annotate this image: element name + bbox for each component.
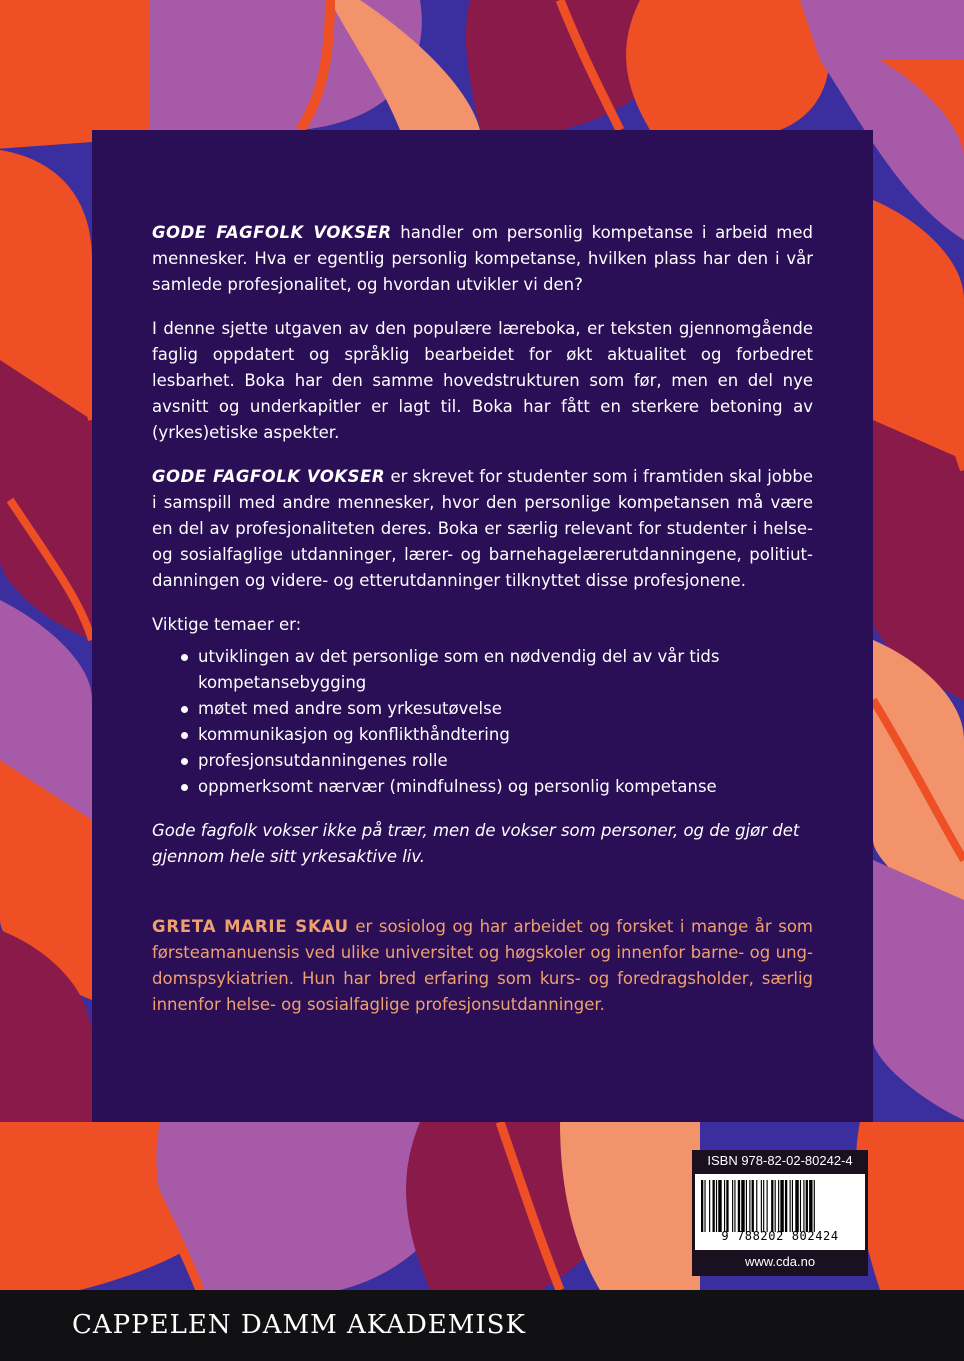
bullet-icon: [181, 706, 188, 713]
topic-text: kommunikasjon og konflikthåndtering: [198, 725, 510, 744]
intro-paragraph: [152, 220, 813, 298]
bullet-icon: [181, 732, 188, 739]
back-cover-text: [152, 220, 813, 1036]
topics-heading: Viktige temaer er:: [152, 615, 302, 634]
topics-list: [152, 644, 813, 800]
list-item: [152, 644, 813, 696]
barcode: [695, 1174, 865, 1250]
audience-paragraph: [152, 464, 813, 594]
author-bio: [152, 914, 813, 1018]
topic-text: oppmerksomt nærvær (mindfulness) og personlig kompetanse: [198, 777, 717, 796]
bullet-icon: [181, 758, 188, 765]
author-bio-text: er sosiolog og har arbeidet og forsket i mange år som førsteamanuensis ved ulike universitet og høgskoler og innenfor barne- og ungdomspsykiatrien. Hun har bred erfaring som kurs- og foredragsholder, særlig innenfor helse- og sosialfaglige profesjonsutdanninger.: [152, 917, 814, 1014]
audience-text: er skrevet for studenter som i framtiden skal jobbe i samspill med andre mennesker, hvor den personlige kompetansen må være en del av profesjonaliteten deres. Boka er særlig relevant for studenter i helse- og sosialfaglige utdanninger, lærer- og barnehagelærerutdanningene, politiutdanningen og videre- og etterutdanninger tilknyttet disse profesjonene.: [152, 467, 813, 590]
publisher-footer: [0, 1290, 964, 1361]
title-lead: GODE FAGFOLK VOKSER: [152, 223, 392, 242]
barcode-digits: 9 788202 802424: [721, 1229, 839, 1243]
text-panel: [92, 130, 873, 1122]
list-item: [152, 748, 813, 774]
bullet-icon: [181, 654, 188, 661]
publisher-logo: CAPPELEN DAMM AKADEMISK: [72, 1310, 526, 1340]
isbn-label: ISBN 978-82-02-80242-4: [707, 1153, 853, 1168]
edition-paragraph: I denne sjette utgaven av den populære læreboka, er teksten gjennomgående faglig oppdatert og språklig bearbeidet for økt aktualitet og forbedret lesbarhet. Boka har den samme hovedstrukturen som før, men en del nye avsnitt og underkapitler er lagt til. Boka har fått en sterkere betoning av (yrkes)etiske aspekter.: [152, 319, 813, 442]
list-item: [152, 722, 813, 748]
bullet-icon: [181, 784, 188, 791]
topic-text: utviklingen av det personlige som en nødvendig del av vår tids kompetansebygging: [198, 647, 720, 692]
author-name: GRETA MARIE SKAU: [152, 917, 349, 936]
list-item: [152, 774, 813, 800]
list-item: [152, 696, 813, 722]
closing-quote: Gode fagfolk vokser ikke på trær, men de vokser som personer, og de gjør det gjennom hele sitt yrkesaktive liv.: [152, 821, 800, 866]
title-lead-2: GODE FAGFOLK VOKSER: [152, 467, 386, 486]
topic-text: møtet med andre som yrkesutøvelse: [198, 699, 502, 718]
topic-text: profesjonsutdanningenes rolle: [198, 751, 448, 770]
intro-text: handler om personlig kompetanse i arbeid med mennesker. Hva er egentlig personlig kompetanse, hvilken plass har den i vår samlede profesjonalitet, og hvordan utvikler vi den?: [152, 223, 814, 294]
website-link[interactable]: www.cda.no: [744, 1254, 816, 1269]
barcode-icon: [699, 1180, 861, 1232]
isbn-barcode-block: [692, 1150, 868, 1276]
